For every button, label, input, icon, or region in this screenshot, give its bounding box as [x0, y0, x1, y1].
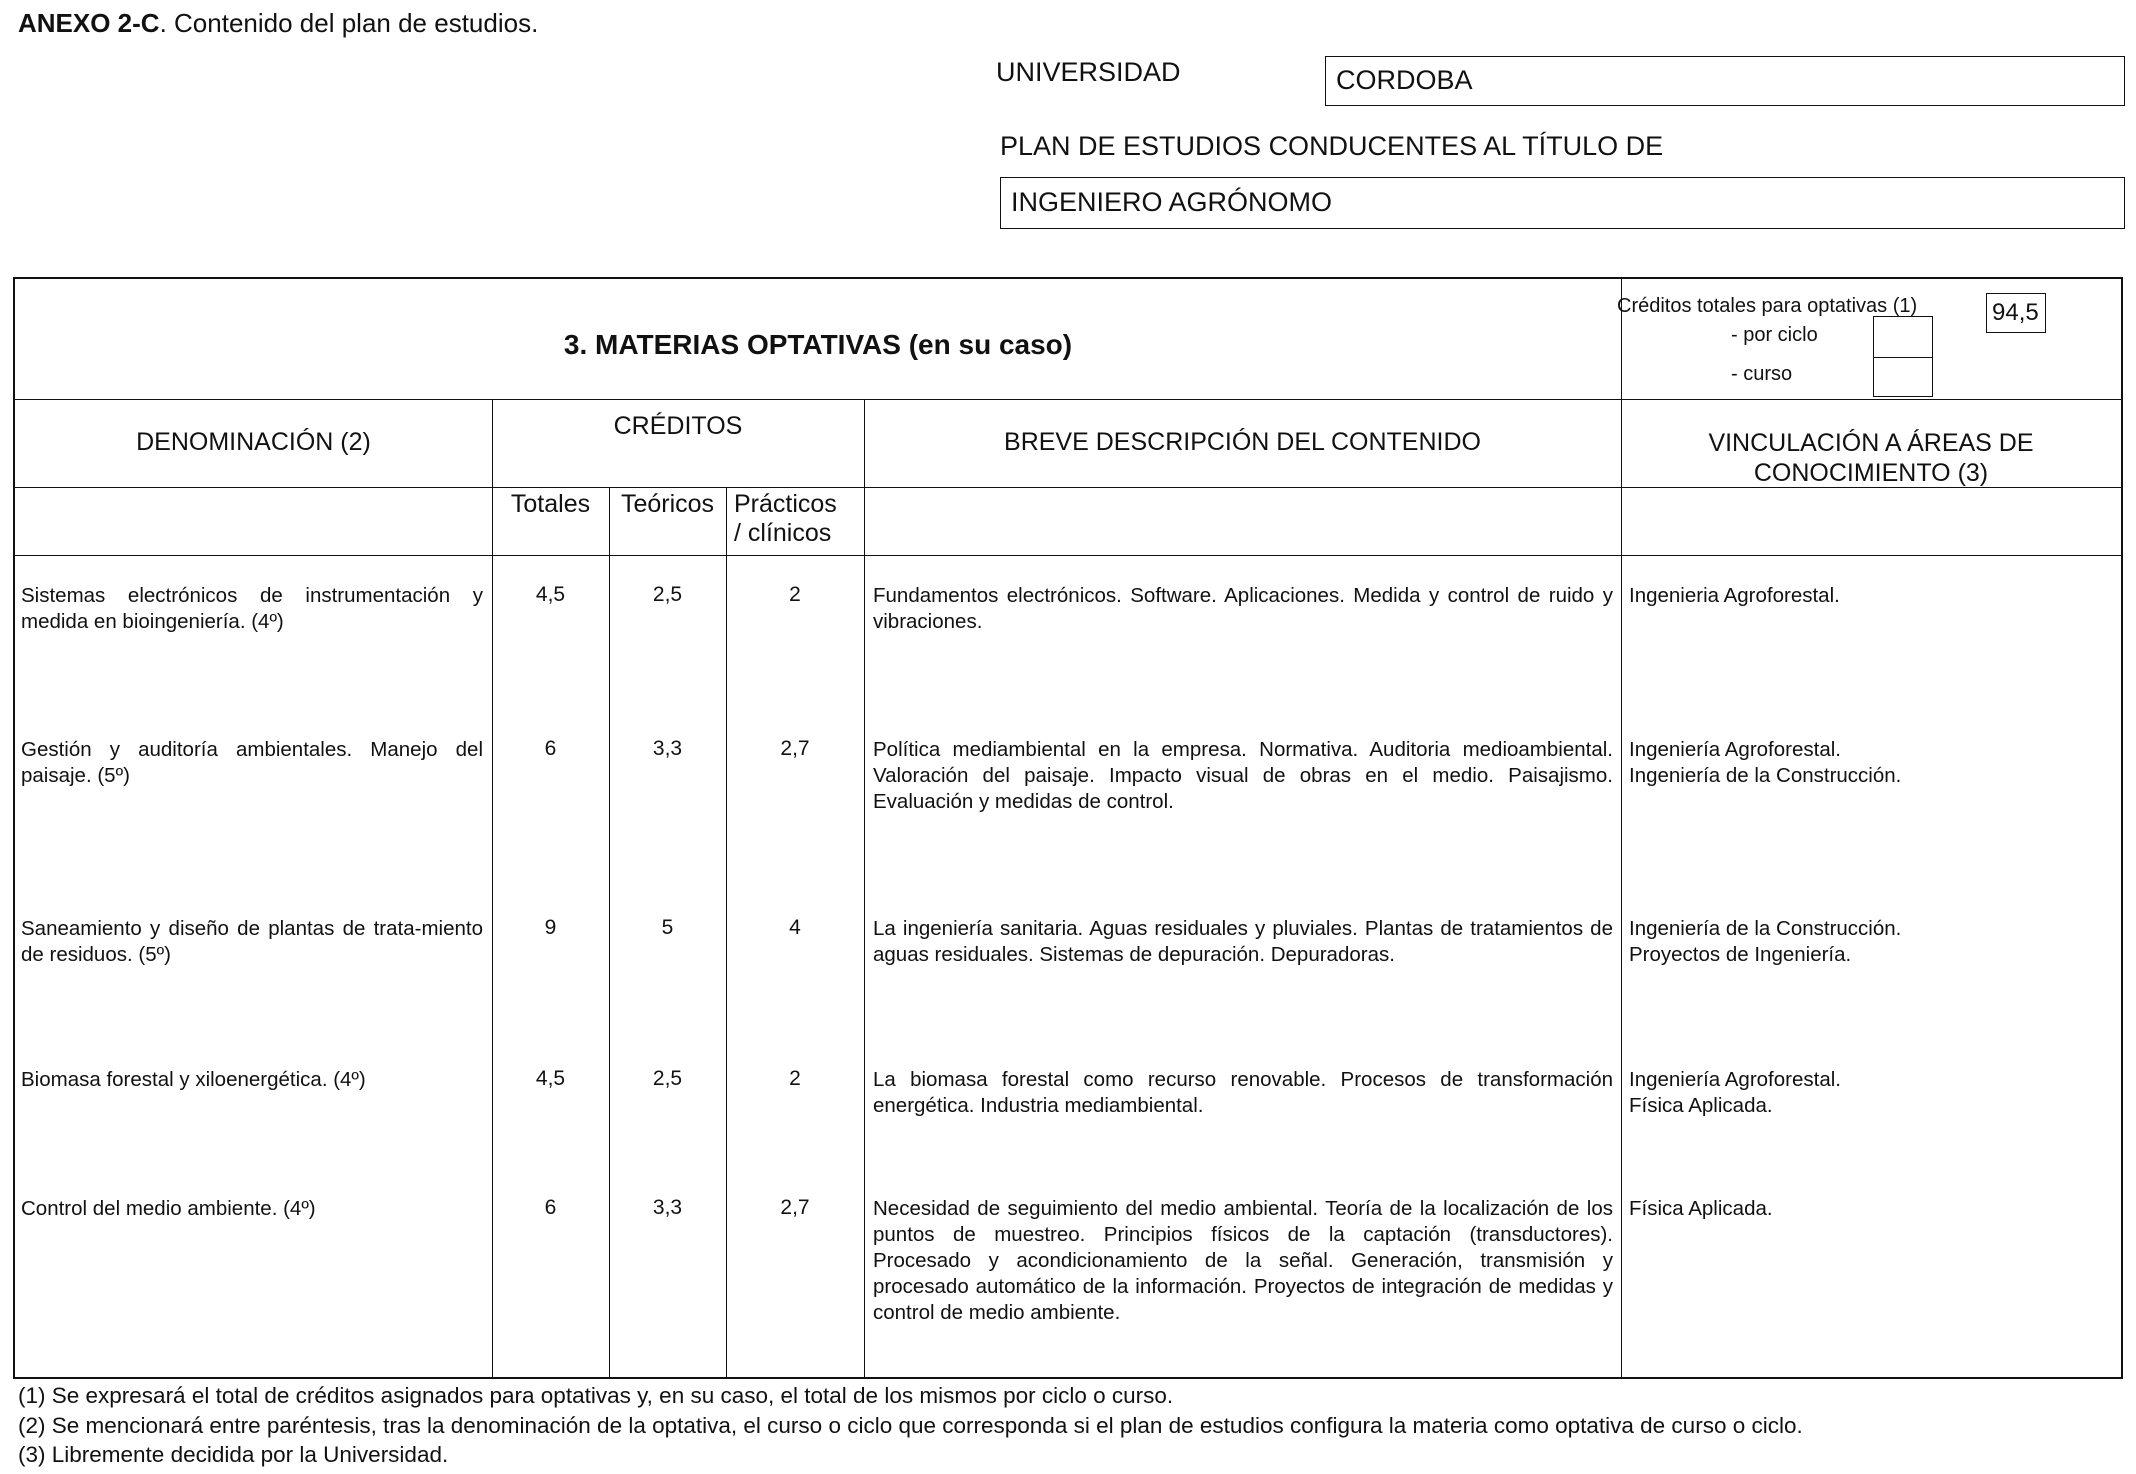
per-course-box — [1873, 357, 1933, 397]
credits-total-value: 94,5 — [1986, 293, 2046, 333]
col-vinculacion-line1: VINCULACIÓN A ÁREAS DE — [1708, 429, 2034, 457]
col-vinculacion — [1621, 428, 2121, 488]
annex-title — [18, 8, 538, 39]
col-teoricos: Teóricos — [620, 490, 715, 518]
row-description: La biomasa forestal como recurso renovable. Procesos de transformación energética. Industria mediambiental. — [873, 1068, 1613, 1117]
col-denominacion: DENOMINACIÓN (2) — [136, 428, 371, 456]
row-area: Ingeniería de la Construcción. — [1629, 764, 1902, 787]
footnote-3: (3) Libremente decidida por la Universidad. — [18, 1442, 449, 1467]
plan-label: PLAN DE ESTUDIOS CONDUCENTES AL TÍTULO DE — [1000, 131, 1664, 161]
per-course-label: - curso — [1731, 363, 1793, 385]
row-practicos: 2,7 — [780, 1196, 810, 1219]
row-description: La ingeniería sanitaria. Aguas residuales y pluviales. Plantas de tratamientos de aguas residuales. Sistemas de depuración. Depuradoras. — [873, 917, 1613, 966]
annex-label: ANEXO 2-C — [18, 8, 160, 38]
col-creditos: CRÉDITOS — [613, 412, 743, 440]
row-teoricos: 2,5 — [652, 1067, 683, 1090]
rule-subheader-bottom — [15, 555, 2121, 556]
row-area: Ingeniería Agroforestal. — [1629, 738, 1841, 761]
row-name: Control del medio ambiente. (4º) — [21, 1197, 316, 1220]
row-teoricos: 3,3 — [652, 1196, 683, 1219]
rule-col-credits — [492, 399, 493, 1377]
row-description: Fundamentos electrónicos. Software. Aplicaciones. Medida y control de ruido y vibraciones. — [873, 584, 1613, 633]
annex-subtitle: . Contenido del plan de estudios. — [159, 8, 539, 38]
row-area: Proyectos de Ingeniería. — [1629, 943, 1852, 966]
col-descripcion: BREVE DESCRIPCIÓN DEL CONTENIDO — [1004, 428, 1481, 456]
university-field: CORDOBA — [1325, 56, 2125, 106]
row-name: Gestión y auditoría ambientales. Manejo del paisaje. (5º) — [21, 738, 483, 787]
row-areas — [1629, 1067, 1841, 1119]
row-totales: 4,5 — [535, 583, 566, 606]
university-label: UNIVERSIDAD — [996, 57, 1181, 87]
row-name: Sistemas electrónicos de instrumentación y medida en bioingeniería. (4º) — [21, 584, 483, 633]
footnote-1: (1) Se expresará el total de créditos asignados para optativas y, en su caso, el total de los mismos por ciclo o curso. — [18, 1383, 1174, 1408]
col-practicos — [726, 490, 864, 548]
row-description: Política mediambiental en la empresa. Normativa. Auditoria medioambiental. Valoración del paisaje. Impacto visual de obras en el medio. Paisajismo. Evaluación y medidas de control. — [873, 738, 1613, 813]
optativas-table — [13, 277, 2123, 1379]
row-practicos: 4 — [789, 916, 801, 939]
row-teoricos: 5 — [661, 916, 674, 939]
row-name: Saneamiento y diseño de plantas de trata-miento de residuos. (5º) — [21, 917, 483, 966]
row-totales: 6 — [544, 1196, 557, 1219]
row-practicos: 2 — [789, 1067, 801, 1090]
credits-total-label: Créditos totales para optativas (1) — [1617, 295, 1918, 317]
rule-title-bottom — [15, 399, 2121, 400]
row-area: Física Aplicada. — [1629, 1197, 1773, 1220]
per-cycle-box — [1873, 316, 1933, 358]
row-area: Ingenieria Agroforestal. — [1629, 584, 1840, 607]
row-areas — [1629, 583, 1840, 609]
row-description: Necesidad de seguimiento del medio ambiental. Teoría de la localización de los puntos de muestreo. Principios físicos de la captación (transductores). Procesado y acondicionamiento de la señal. Generación, transmisión y procesado automático de la información. Proyectos de integración de medidas y control de medio ambiente. — [873, 1197, 1613, 1324]
row-areas — [1629, 916, 1901, 968]
row-practicos: 2,7 — [780, 737, 810, 760]
plan-field: INGENIERO AGRÓNOMO — [1000, 177, 2125, 229]
section-title: 3. MATERIAS OPTATIVAS (en su caso) — [563, 329, 1073, 360]
row-teoricos: 3,3 — [652, 737, 683, 760]
col-practicos-line1: Prácticos — [734, 490, 837, 518]
per-cycle-label: - por ciclo — [1731, 324, 1818, 346]
row-name: Biomasa forestal y xiloenergética. (4º) — [21, 1068, 366, 1091]
footnote-2: (2) Se mencionará entre paréntesis, tras la denominación de la optativa, el curso o ciclo que corresponda si el plan de estudios configura la materia como optativa de curso o ciclo. — [18, 1413, 1803, 1438]
row-areas — [1629, 737, 1901, 789]
row-totales: 6 — [544, 737, 557, 760]
rule-col-description — [864, 399, 865, 1377]
row-totales: 4,5 — [535, 1067, 566, 1090]
row-area: Ingeniería de la Construcción. — [1629, 917, 1902, 940]
row-areas — [1629, 1196, 1773, 1222]
col-vinculacion-line2: CONOCIMIENTO (3) — [1753, 459, 1989, 487]
row-totales: 9 — [544, 916, 557, 939]
row-teoricos: 2,5 — [652, 583, 683, 606]
col-practicos-line2: / clínicos — [734, 519, 832, 547]
row-area: Ingeniería Agroforestal. — [1629, 1068, 1841, 1091]
col-totales: Totales — [510, 490, 591, 518]
row-practicos: 2 — [789, 583, 801, 606]
row-area: Física Aplicada. — [1629, 1094, 1773, 1117]
